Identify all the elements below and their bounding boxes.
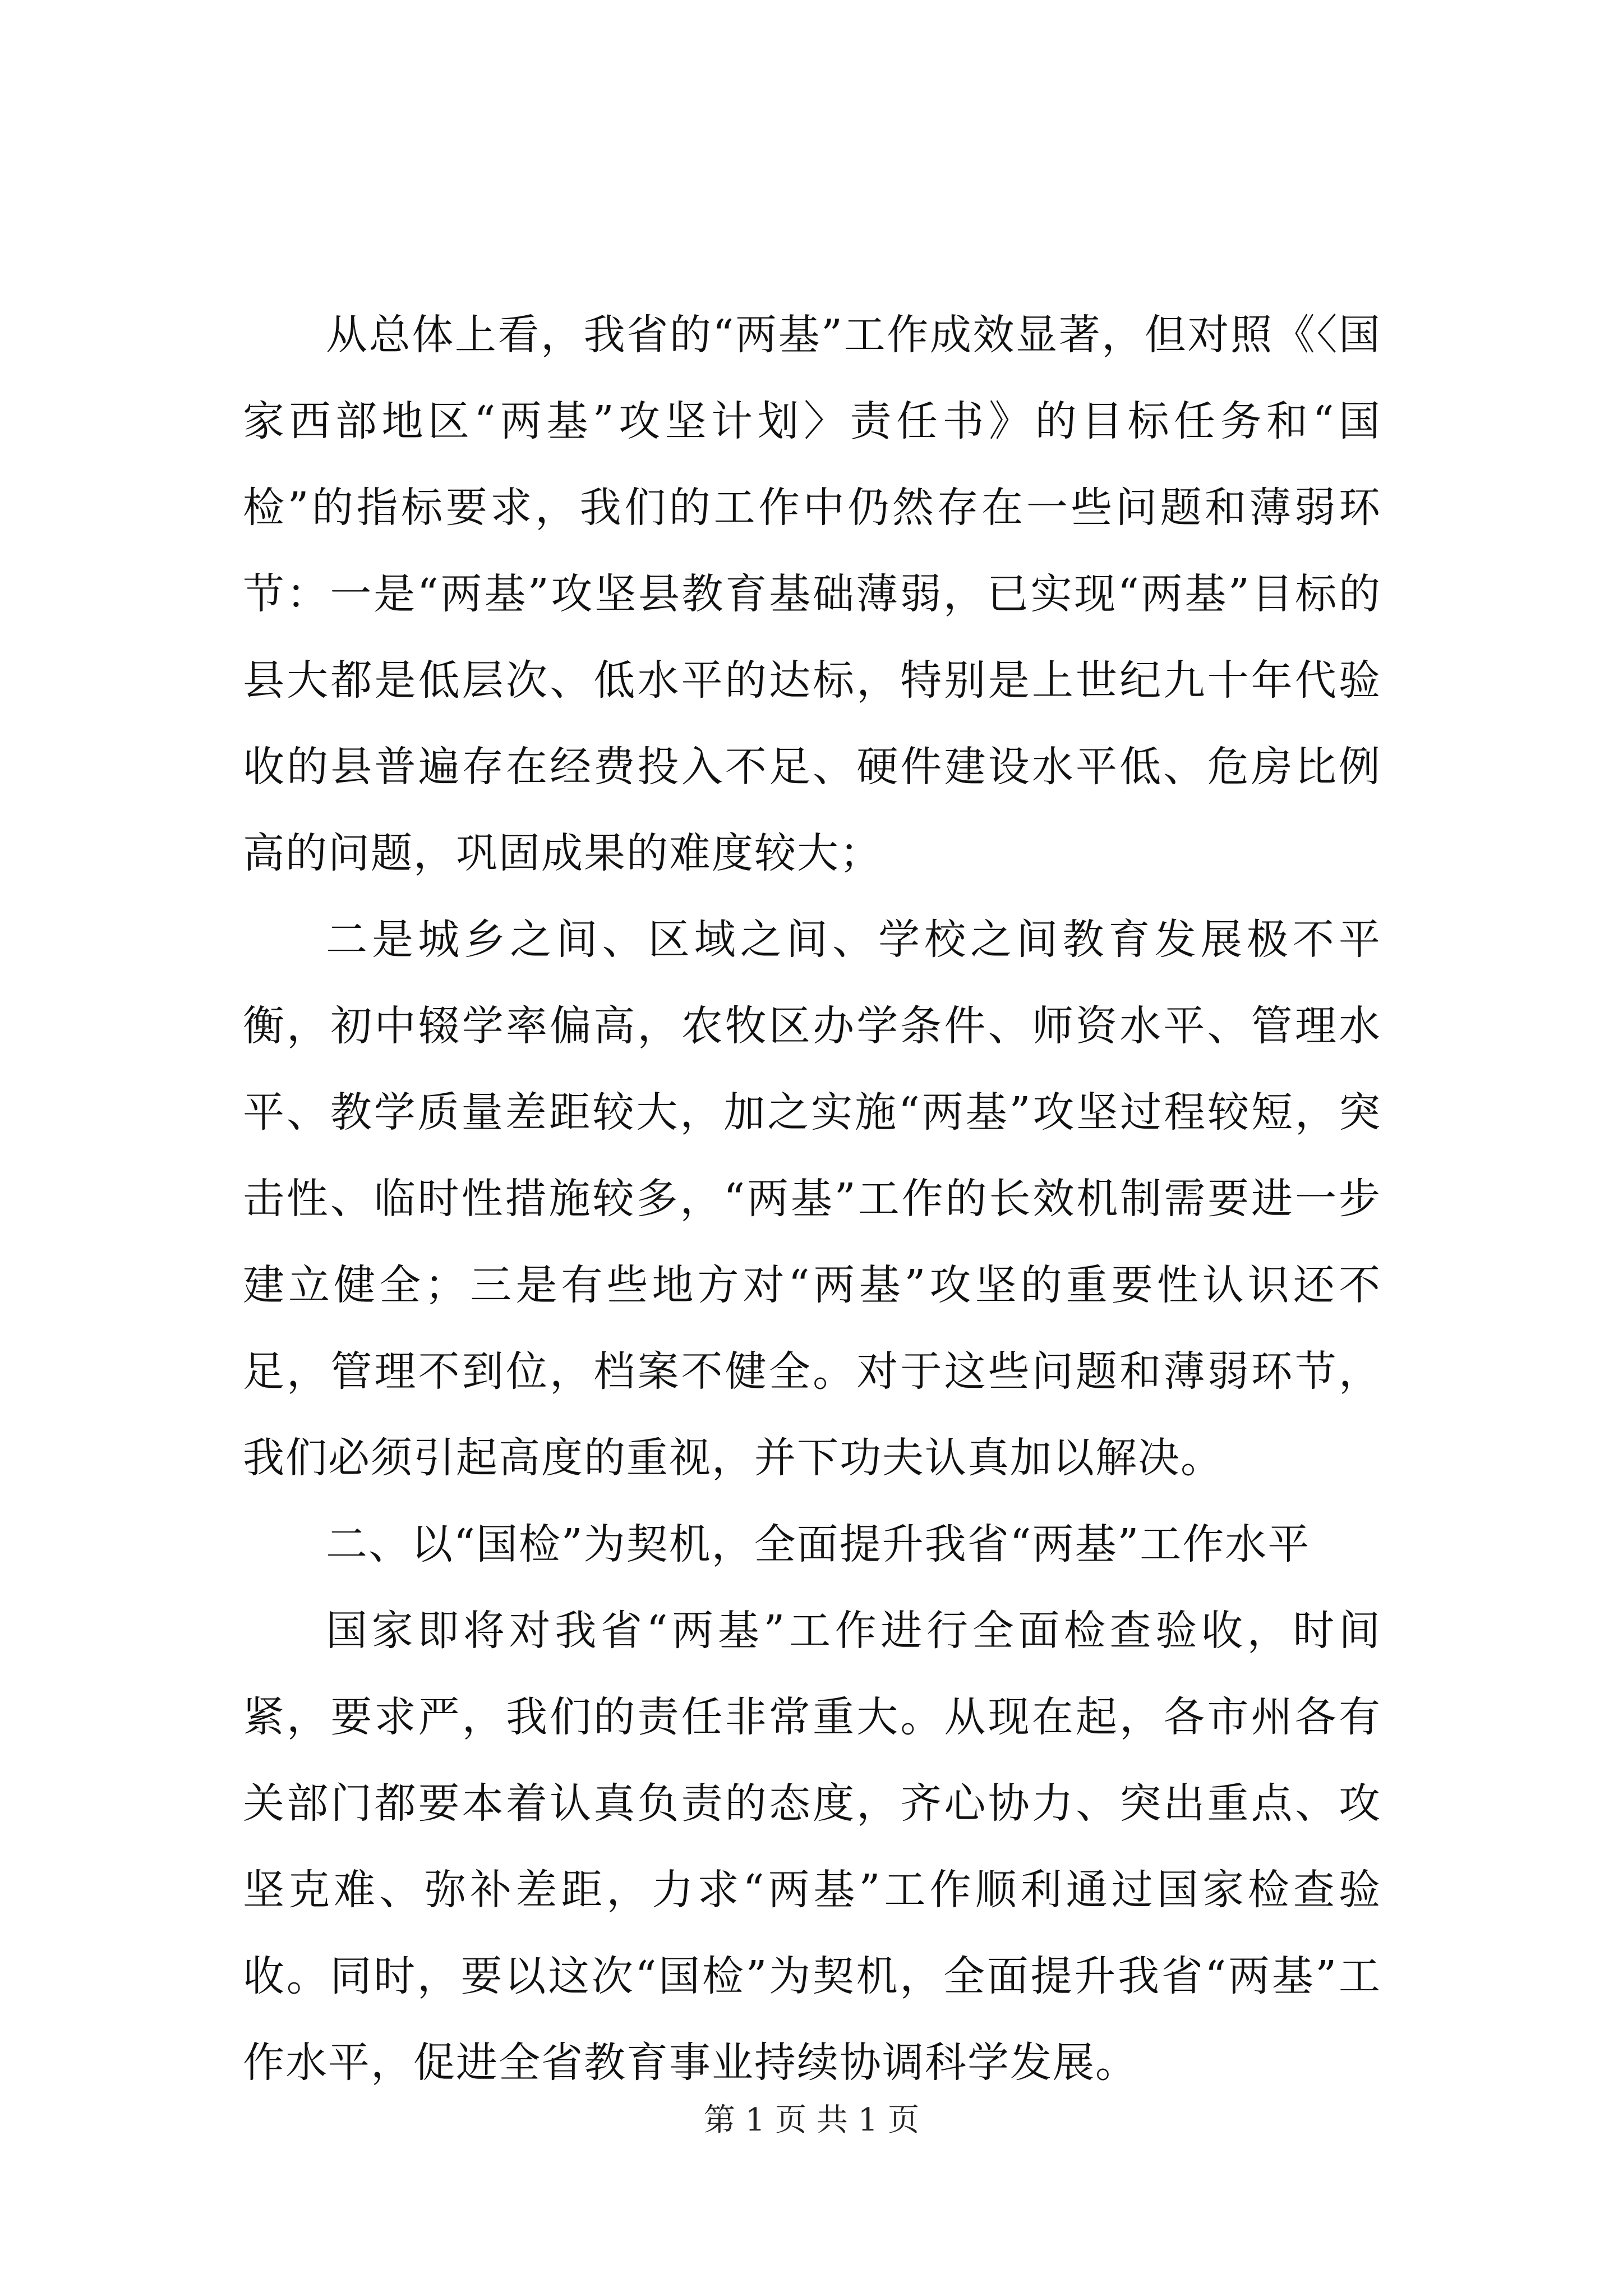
- section-heading: 二、以“国检”为契机，全面提升我省“两基”工作水平: [326, 1520, 1311, 1568]
- paragraph-2: 二是城乡之间、区域之间、学校之间教育发展极不平衡，初中辍学率偏高，农牧区办学条件、师资水平、管理水平、教学质量差距较大，加之实施“两基”攻坚过程较短，突击性、临时性措施较多，“两基”工作的长效机制需要进一步建立健全；三是有些地方对“两基”攻坚的重要性认识还不足，管理不到位，档案不健全。对于这些问题和薄弱环节，我们必须引起高度的重视，并下功夫认真加以解决。: [243, 915, 1381, 1482]
- document-body: [243, 292, 1381, 2106]
- page-footer: 第 1 页 共 1 页: [703, 2102, 920, 2138]
- paragraph-3: 国家即将对我省“两基”工作进行全面检查验收，时间紧，要求严，我们的责任非常重大。从现在起，各市州各有关部门都要本着认真负责的态度，齐心协力、突出重点、攻坚克难、弥补差距，力求“两基”工作顺利通过国家检查验收。同时，要以这次“国检”为契机，全面提升我省“两基”工作水平，促进全省教育事业持续协调科学发展。: [243, 1607, 1381, 2087]
- paragraph-1: 从总体上看，我省的“两基”工作成效显著，但对照《〈国家西部地区“两基”攻坚计划〉责任书》的目标任务和“国检”的指标要求，我们的工作中仍然存在一些问题和薄弱环节：一是“两基”攻坚县教育基础薄弱，已实现“两基”目标的县大都是低层次、低水平的达标，特别是上世纪九十年代验收的县普遍存在经费投入不足、硬件建设水平低、危房比例高的问题，巩固成果的难度较大；: [243, 311, 1381, 877]
